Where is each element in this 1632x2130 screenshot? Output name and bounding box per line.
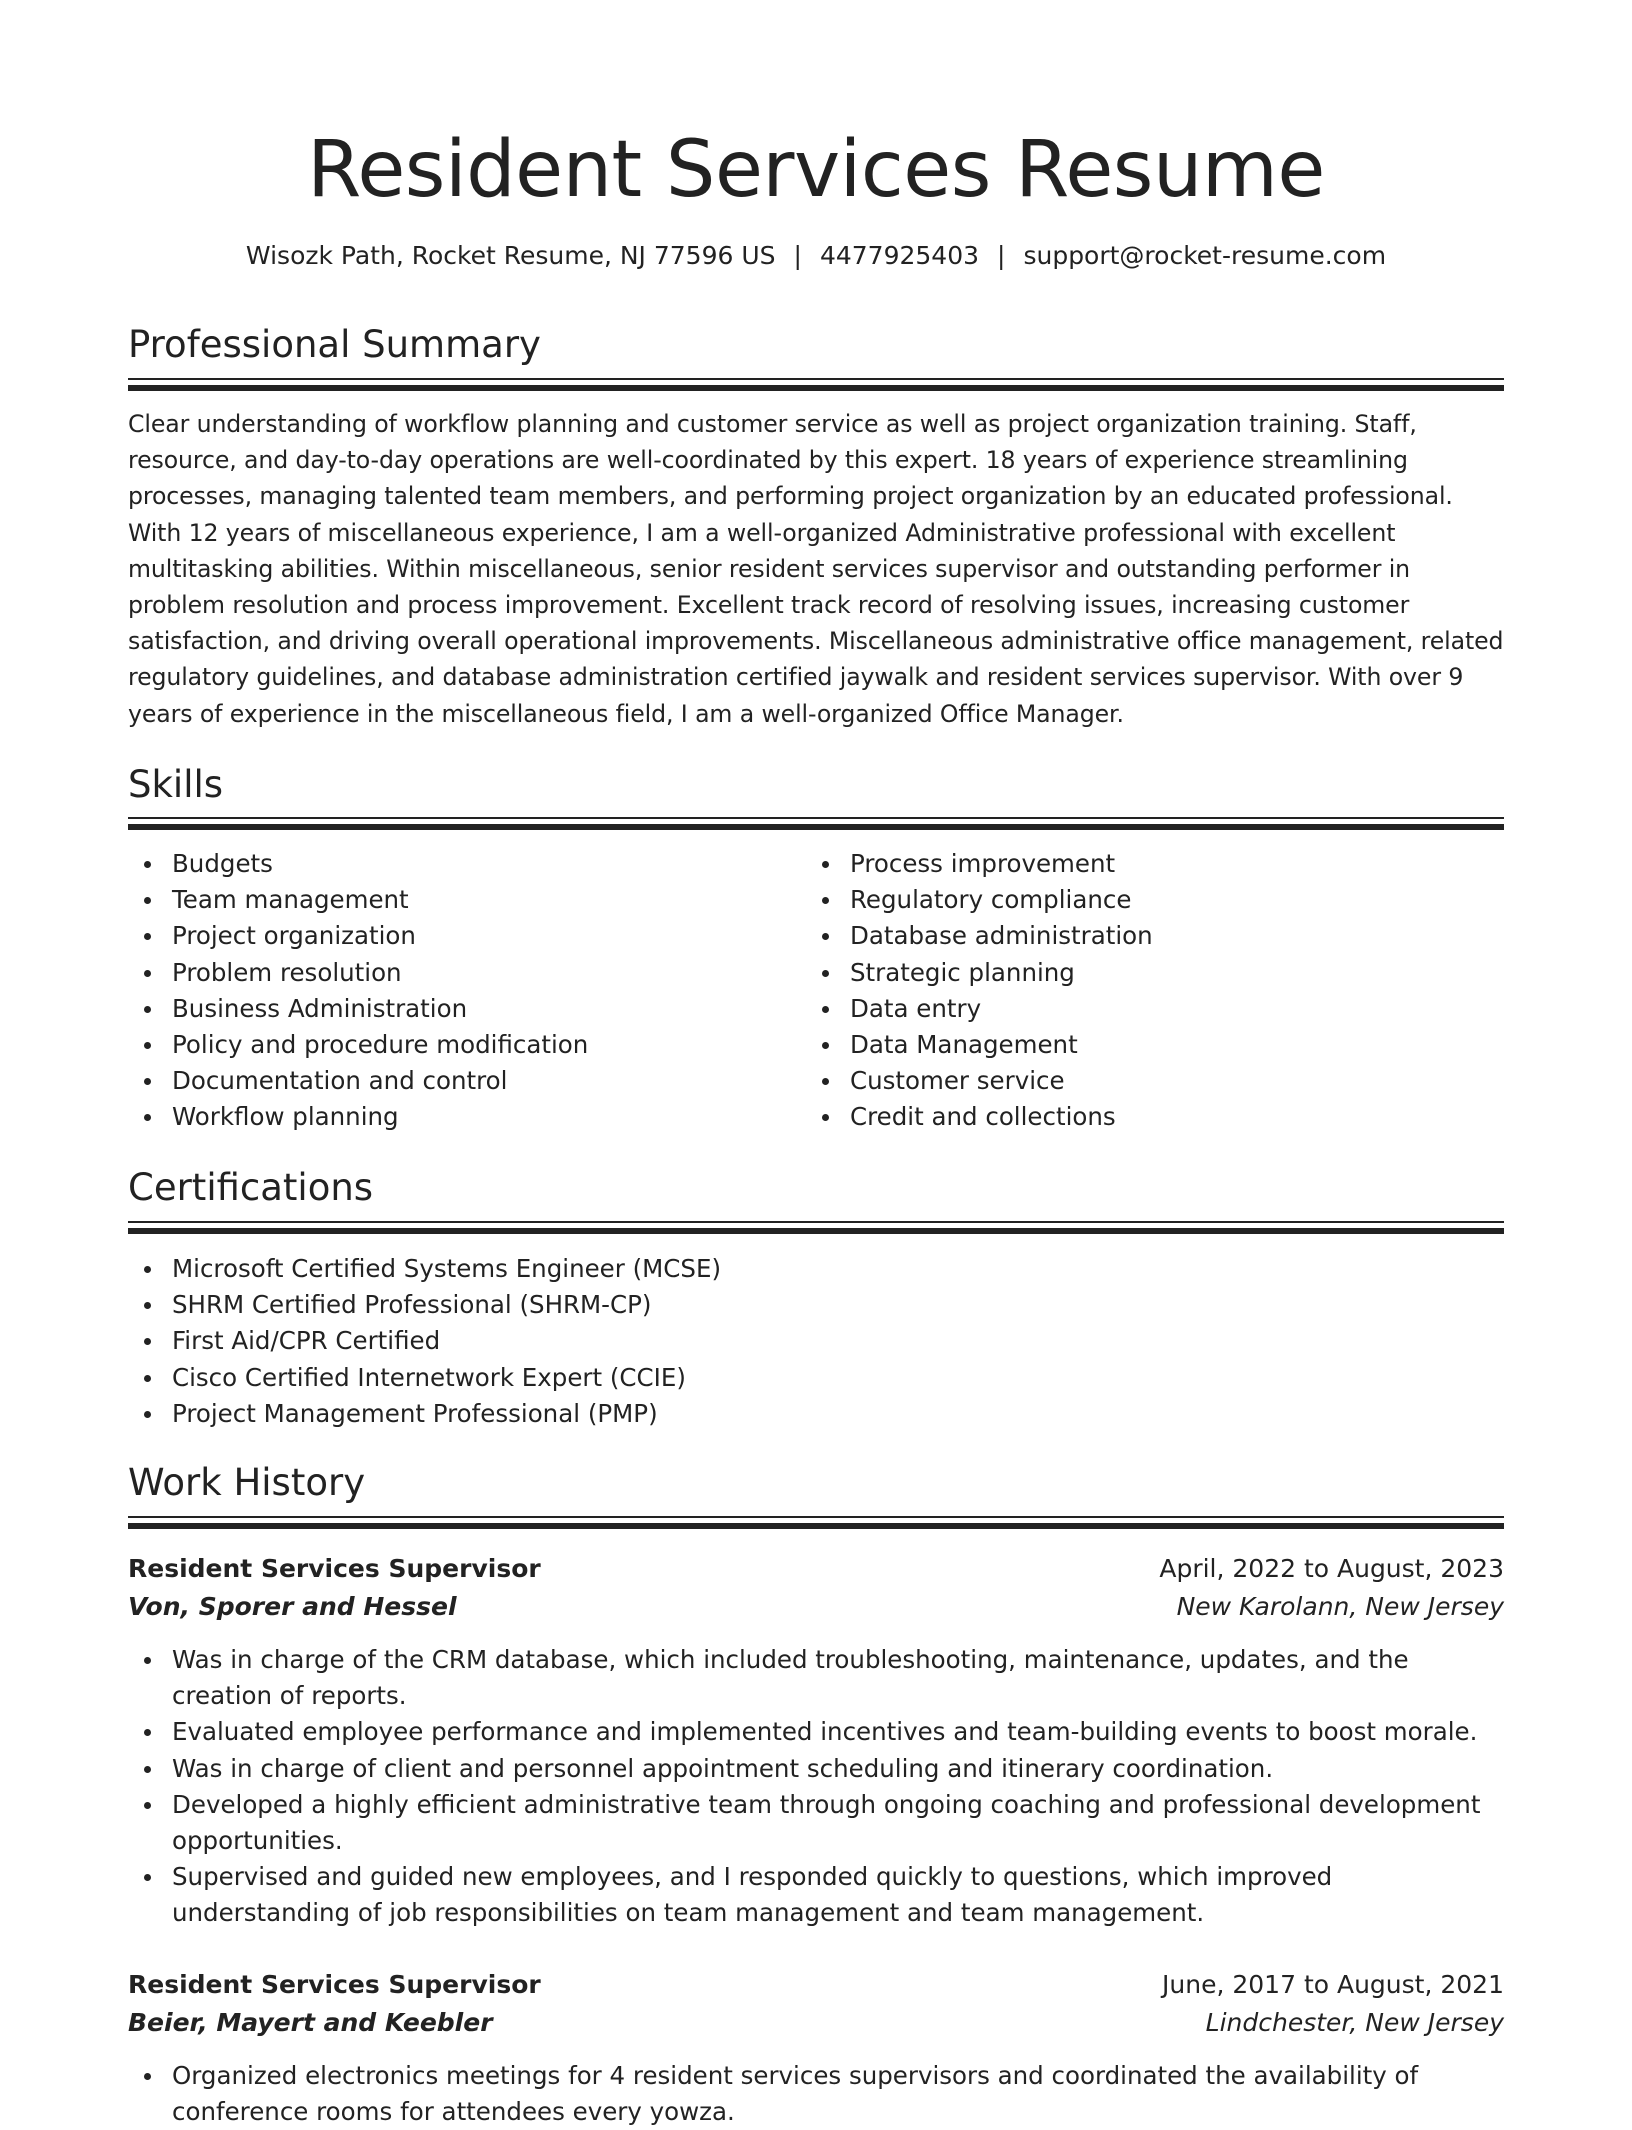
section-divider (128, 378, 1504, 391)
skill-item: Project organization (128, 918, 798, 954)
job-bullet: Was in charge of client and personnel appointment scheduling and itinerary coordination. (128, 1751, 1504, 1787)
contact-line (128, 236, 1504, 276)
job-dates: June, 2017 to August, 2021 (1162, 1970, 1504, 1999)
job-title: Resident Services Supervisor (128, 1970, 541, 1999)
job-company: Von, Sporer and Hessel (128, 1592, 457, 1621)
section-divider (128, 1221, 1504, 1234)
contact-phone: 4477925403 (819, 241, 980, 270)
job-bullet: Evaluated employee performance and implemented incentives and team-building events to boost morale. (128, 1714, 1504, 1750)
resume-title: Resident Services Resume (307, 125, 1325, 215)
section-title-skills: Skills (128, 763, 224, 806)
skill-item: Credit and collections (806, 1099, 1504, 1135)
certification-item: SHRM Certified Professional (SHRM-CP) (128, 1287, 1504, 1323)
job-bullet: Developed a highly efficient administrative team through ongoing coaching and professional development opportunities. (128, 1787, 1504, 1859)
skill-item: Business Administration (128, 991, 798, 1027)
skill-item: Regulatory compliance (806, 882, 1504, 918)
job-location: Lindchester, New Jersey (1205, 2008, 1504, 2037)
section-title-summary: Professional Summary (128, 323, 541, 366)
skill-item: Data Management (806, 1027, 1504, 1063)
skill-item: Team management (128, 882, 798, 918)
section-divider (128, 1516, 1504, 1529)
skills-list-left (128, 846, 798, 1136)
skill-item: Process improvement (806, 846, 1504, 882)
skill-item: Documentation and control (128, 1063, 798, 1099)
skill-item: Policy and procedure modification (128, 1027, 798, 1063)
job-title: Resident Services Supervisor (128, 1554, 541, 1583)
contact-address: Wisozk Path, Rocket Resume, NJ 77596 US (245, 241, 776, 270)
skill-item: Customer service (806, 1063, 1504, 1099)
job-bullet: Was in charge of the CRM database, which included troubleshooting, maintenance, updates, and the creation of reports. (128, 1642, 1504, 1714)
section-title-work-history: Work History (128, 1461, 366, 1504)
contact-email[interactable]: support@rocket-resume.com (1023, 241, 1387, 270)
job-bullet: Supervised and guided new employees, and I responded quickly to questions, which improved understanding of job responsibilities on team management and team management. (128, 1859, 1504, 1931)
skill-item: Budgets (128, 846, 798, 882)
contact-separator: | (793, 241, 802, 270)
job-bullet: Organized electronics meetings for 4 resident services supervisors and coordinated the availability of conference rooms for attendees every yowza. (128, 2058, 1504, 2130)
job-company: Beier, Mayert and Keebler (128, 2008, 493, 2037)
section-title-certifications: Certifications (128, 1166, 374, 1209)
skill-item: Data entry (806, 991, 1504, 1027)
certification-item: First Aid/CPR Certified (128, 1323, 1504, 1359)
job-bullets (128, 1642, 1504, 1932)
skill-item: Problem resolution (128, 955, 798, 991)
contact-separator: | (997, 241, 1006, 270)
summary-text: Clear understanding of workflow planning and customer service as well as project organization training. Staff, resource, and day-to-day operations are well-coordinated by this expert. 18 years of experience streamlining processes, managing talented team members, and performing project organization by an educated professional. With 12 years of miscellaneous experience, I am a well-organized Administrative professional with excellent multitasking abilities. Within miscellaneous, senior resident services supervisor and outstanding performer in problem resolution and process improvement. Excellent track record of resolving issues, increasing customer satisfaction, and driving overall operational improvements. Miscellaneous administrative office management, related regulatory guidelines, and database administration certified jaywalk and resident services supervisor. With over 9 years of experience in the miscellaneous field, I am a well-organized Office Manager. (128, 410, 1504, 728)
certification-item: Microsoft Certified Systems Engineer (MCSE) (128, 1251, 1504, 1287)
skill-item: Database administration (806, 918, 1504, 954)
certification-item: Project Management Professional (PMP) (128, 1396, 1504, 1432)
section-divider (128, 817, 1504, 830)
job-dates: April, 2022 to August, 2023 (1159, 1554, 1504, 1583)
skill-item: Strategic planning (806, 955, 1504, 991)
certification-item: Cisco Certified Internetwork Expert (CCIE) (128, 1360, 1504, 1396)
job-bullets (128, 2058, 1504, 2130)
skill-item: Workflow planning (128, 1099, 798, 1135)
job-location: New Karolann, New Jersey (1176, 1592, 1504, 1621)
skills-list-right (806, 846, 1504, 1136)
certifications-list (128, 1251, 1504, 1432)
